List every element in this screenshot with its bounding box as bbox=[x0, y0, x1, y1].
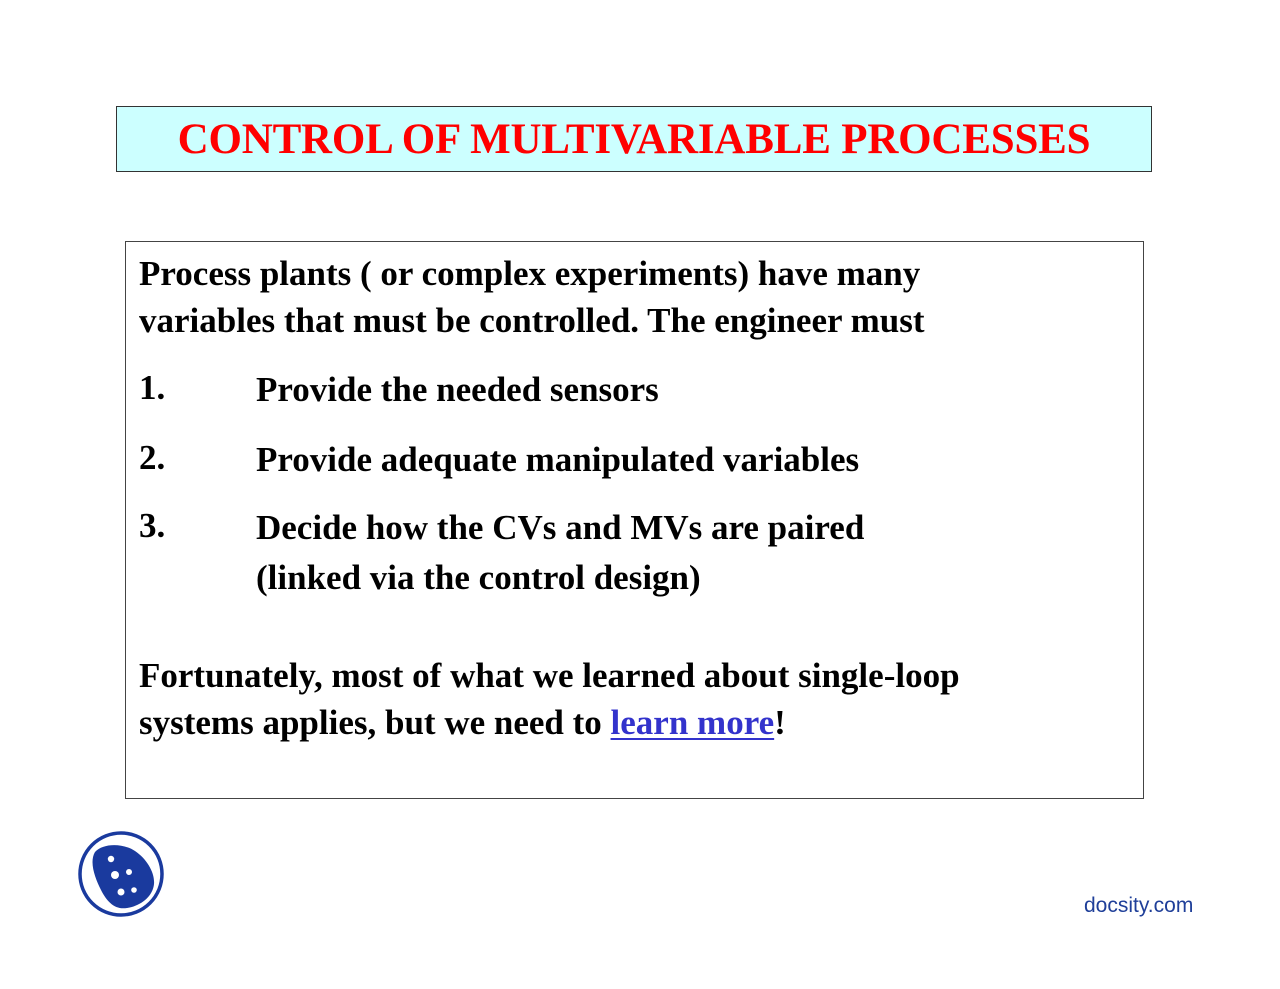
title-banner bbox=[116, 106, 1152, 172]
closing-line-2 bbox=[139, 699, 786, 746]
learn-more-link[interactable]: learn more bbox=[610, 703, 775, 742]
intro-line-1: Process plants ( or complex experiments) have many bbox=[139, 254, 921, 293]
closing-line-2-prefix: systems applies, but we need to bbox=[139, 703, 611, 742]
list-item-text: Provide the needed sensors bbox=[256, 370, 659, 409]
list-item-number: 2. bbox=[139, 438, 166, 477]
docsity-logo-icon bbox=[77, 830, 165, 918]
content-box bbox=[125, 241, 1144, 799]
list-item-text: Provide adequate manipulated variables bbox=[256, 440, 860, 479]
closing-line-1: Fortunately, most of what we learned about single-loop bbox=[139, 656, 960, 695]
slide-title: CONTROL OF MULTIVARIABLE PROCESSES bbox=[177, 115, 1091, 163]
list-item-text: Decide how the CVs and MVs are paired bbox=[256, 508, 865, 547]
list-item-text-continued: (linked via the control design) bbox=[256, 558, 701, 597]
closing-line-2-suffix: ! bbox=[774, 703, 786, 742]
docsity-brand[interactable]: docsity.com bbox=[1084, 894, 1194, 917]
list-item-number: 1. bbox=[139, 368, 166, 407]
list-item-number: 3. bbox=[139, 506, 166, 545]
intro-line-2: variables that must be controlled. The engineer must bbox=[139, 301, 925, 340]
